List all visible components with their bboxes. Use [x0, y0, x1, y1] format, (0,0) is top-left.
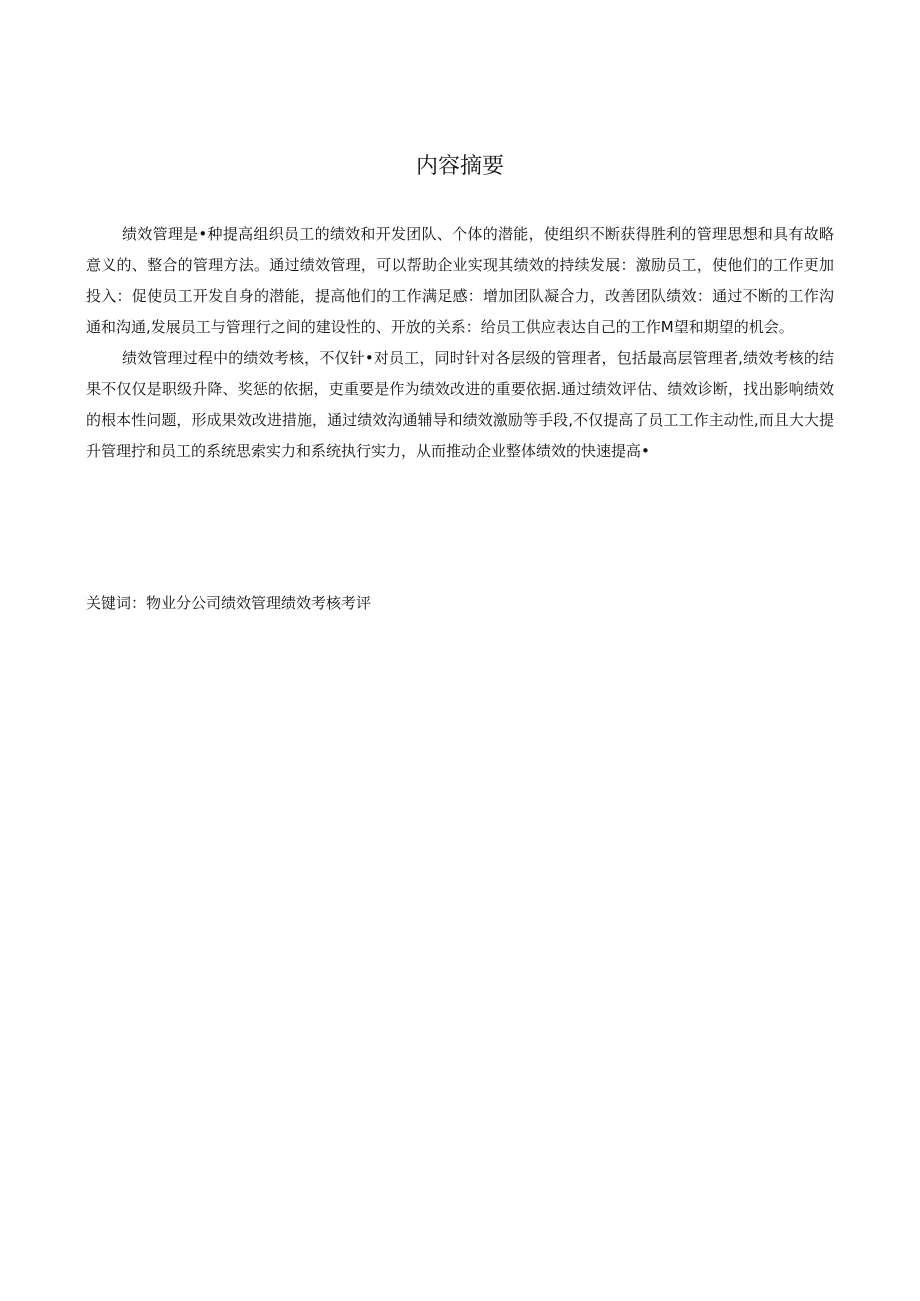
page-title: 内容摘要	[415, 154, 504, 179]
abstract-body	[86, 219, 834, 467]
abstract-paragraph-2: 绩效管理过程中的绩效考核，不仅针•对员工，同时针对各层级的管理者，包括最高层管理者,绩效考核的结果不仅仅是职级升降、奖惩的依据，吏重要是作为绩效改进的重要依据.通过绩效评估、绩效诊断，找出影响绩效的根本性问题，形成果效改进措施，通过绩效沟通辅导和绩效激励等手段,不仅提高了员工工作主动性,而且大大提升管理拧和员工的系统思索实力和系统执行实力，从而推动企业整体绩效的快速提高•	[86, 349, 834, 460]
keywords-line: 关键词：物业分公司绩效管理绩效考核考评	[86, 594, 372, 612]
abstract-paragraph-1: 绩效管理是•种提高组织员工的绩效和开发团队、个体的潜能，使组织不断获得胜利的管理思想和具有故略意义的、整合的管理方法。通过绩效管理，可以帮助企业实现其绩效的持续发展：激励员工，使他们的工作更加投入：促使员工开发自身的潜能，提高他们的工作满足感：增加团队凝合力，改善团队绩效：通过不断的工作沟通和沟通,发展员工与管理行之间的建设性的、开放的关系：给员工供应表达自己的工作M望和期望的机会。	[86, 225, 834, 336]
